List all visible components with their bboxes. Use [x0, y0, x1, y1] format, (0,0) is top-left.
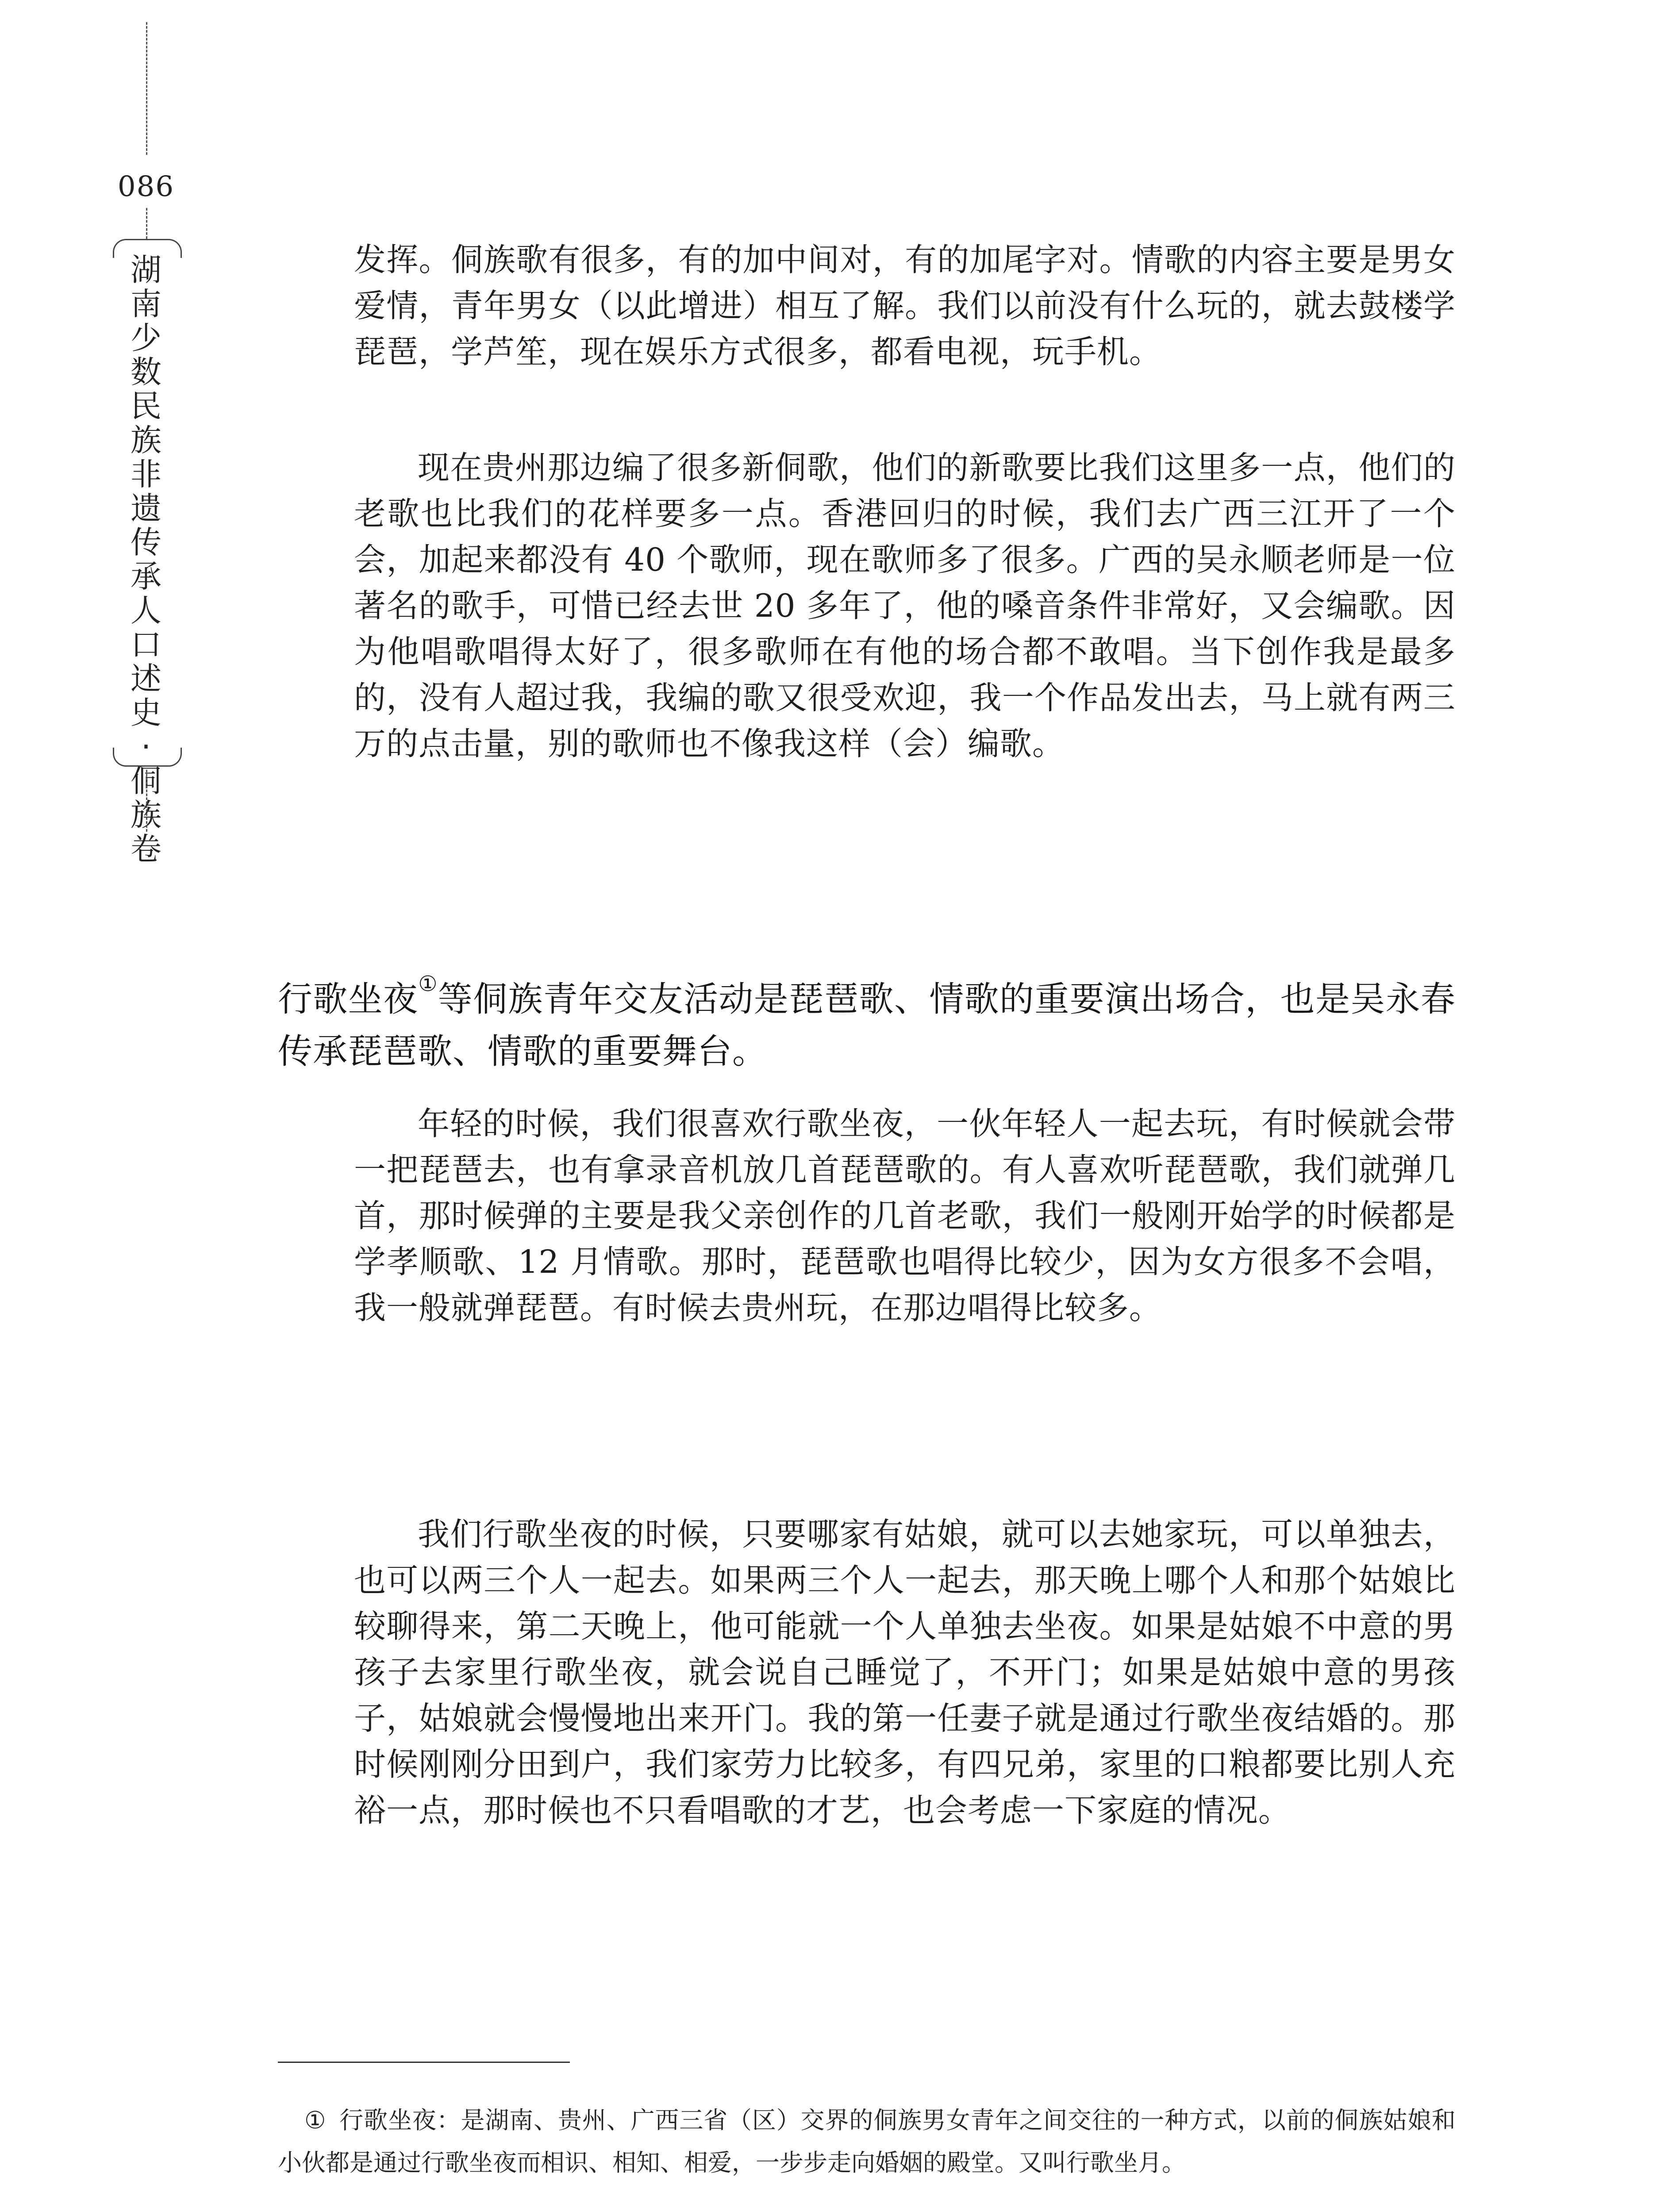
series-title-char: 人 — [131, 592, 161, 629]
series-title-char: 侗 — [131, 763, 161, 799]
series-title-char: 数 — [131, 354, 161, 390]
series-title-char: 承 — [131, 558, 161, 595]
series-title-char: 述 — [131, 661, 161, 697]
narrative-text: 等侗族青年交友活动是琵琶歌、情歌的重要演出场合，也是吴永春传承琵琶歌、情歌的重要舞台。 — [278, 979, 1456, 1071]
series-title-char: 少 — [131, 320, 161, 356]
series-title-char: 卷 — [131, 831, 161, 867]
quote-paragraph-4: 我们行歌坐夜的时候，只要哪家有姑娘，就可以去她家玩，可以单独去，也可以两三个人一起去。如果两三个人一起去，那天晚上哪个人和那个姑娘比较聊得来，第二天晚上，他可能就一个人单独去坐夜。如果是姑娘不中意的男孩子去家里行歌坐夜，就会说自己睡觉了，不开门；如果是姑娘中意的男孩子，姑娘就会慢慢地出来开门。我的第一任妻子就是通过行歌坐夜结婚的。那时候刚刚分田到户，我们家劳力比较多，有四兄弟，家里的口粮都要比别人充裕一点，那时候也不只看唱歌的才艺，也会考虑一下家庭的情况。 — [354, 1516, 1456, 1829]
series-title-char: 南 — [131, 286, 161, 322]
title-bracket-bottom — [113, 748, 182, 767]
narrative-paragraph — [278, 973, 1456, 1078]
narrative-term: 行歌坐夜 — [278, 979, 419, 1019]
series-title-char: 口 — [131, 626, 161, 663]
footnote-mark: ① — [304, 2106, 327, 2134]
series-title-char: 湖 — [131, 252, 161, 288]
margin-dashed-line-mid — [146, 208, 147, 239]
series-title-char: 民 — [131, 388, 161, 424]
footnote-text: 行歌坐夜：是湖南、贵州、广西三省（区）交界的侗族男女青年之间交往的一种方式，以前的侗族姑娘和小伙都是通过行歌坐夜而相识、相知、相爱，一步步走向婚姻的殿堂。又叫行歌坐月。 — [278, 2106, 1456, 2177]
quote-paragraph-1: 发挥。侗族歌有很多，有的加中间对，有的加尾字对。情歌的内容主要是男女爱情，青年男女（以此增进）相互了解。我们以前没有什么玩的，就去鼓楼学琵琶，学芦笙，现在娱乐方式很多，都看电视，玩手机。 — [354, 241, 1456, 370]
series-title-char: 史 — [131, 695, 161, 731]
series-title-char: 遗 — [131, 490, 161, 526]
margin-dashed-line-bottom — [146, 770, 147, 832]
series-title-char: · — [141, 729, 151, 765]
footnote-separator — [278, 2062, 570, 2063]
quote-paragraph-3: 年轻的时候，我们很喜欢行歌坐夜，一伙年轻人一起去玩，有时候就会带一把琵琶去，也有拿录音机放几首琵琶歌的。有人喜欢听琵琶歌，我们就弹几首，那时候弹的主要是我父亲创作的几首老歌，我们一般刚开始学的时候都是学孝顺歌、12 月情歌。那时，琵琶歌也唱得比较少，因为女方很多不会唱，我一般就弹琵琶。有时候去贵州玩，在那边唱得比较多。 — [354, 1105, 1456, 1326]
series-title-char: 族 — [131, 422, 161, 458]
series-title-char: 传 — [131, 524, 161, 561]
quote-paragraph-2: 现在贵州那边编了很多新侗歌，他们的新歌要比我们这里多一点，他们的老歌也比我们的花样要多一点。香港回归的时候，我们去广西三江开了一个会，加起来都没有 40 个歌师，现在歌师多了很多。广西的吴永顺老师是一位著名的歌手，可惜已经去世 20 多年了，他的嗓音条件非常好，又会编歌。因为他唱歌唱得太好了，很多歌师在有他的场合都不敢唱。当下创作我是最多的，没有人超过我，我编的歌又很受欢迎，我一个作品发出去，马上就有两三万的点击量，别的歌师也不像我这样（会）编歌。 — [354, 449, 1456, 762]
footnote-reference-mark[interactable]: ① — [418, 972, 438, 996]
series-title-char: 族 — [131, 797, 161, 833]
page-number: 086 — [117, 170, 175, 203]
footnote — [278, 2099, 1456, 2184]
margin-dashed-line-top — [146, 22, 147, 155]
series-title-char: 非 — [131, 456, 161, 492]
